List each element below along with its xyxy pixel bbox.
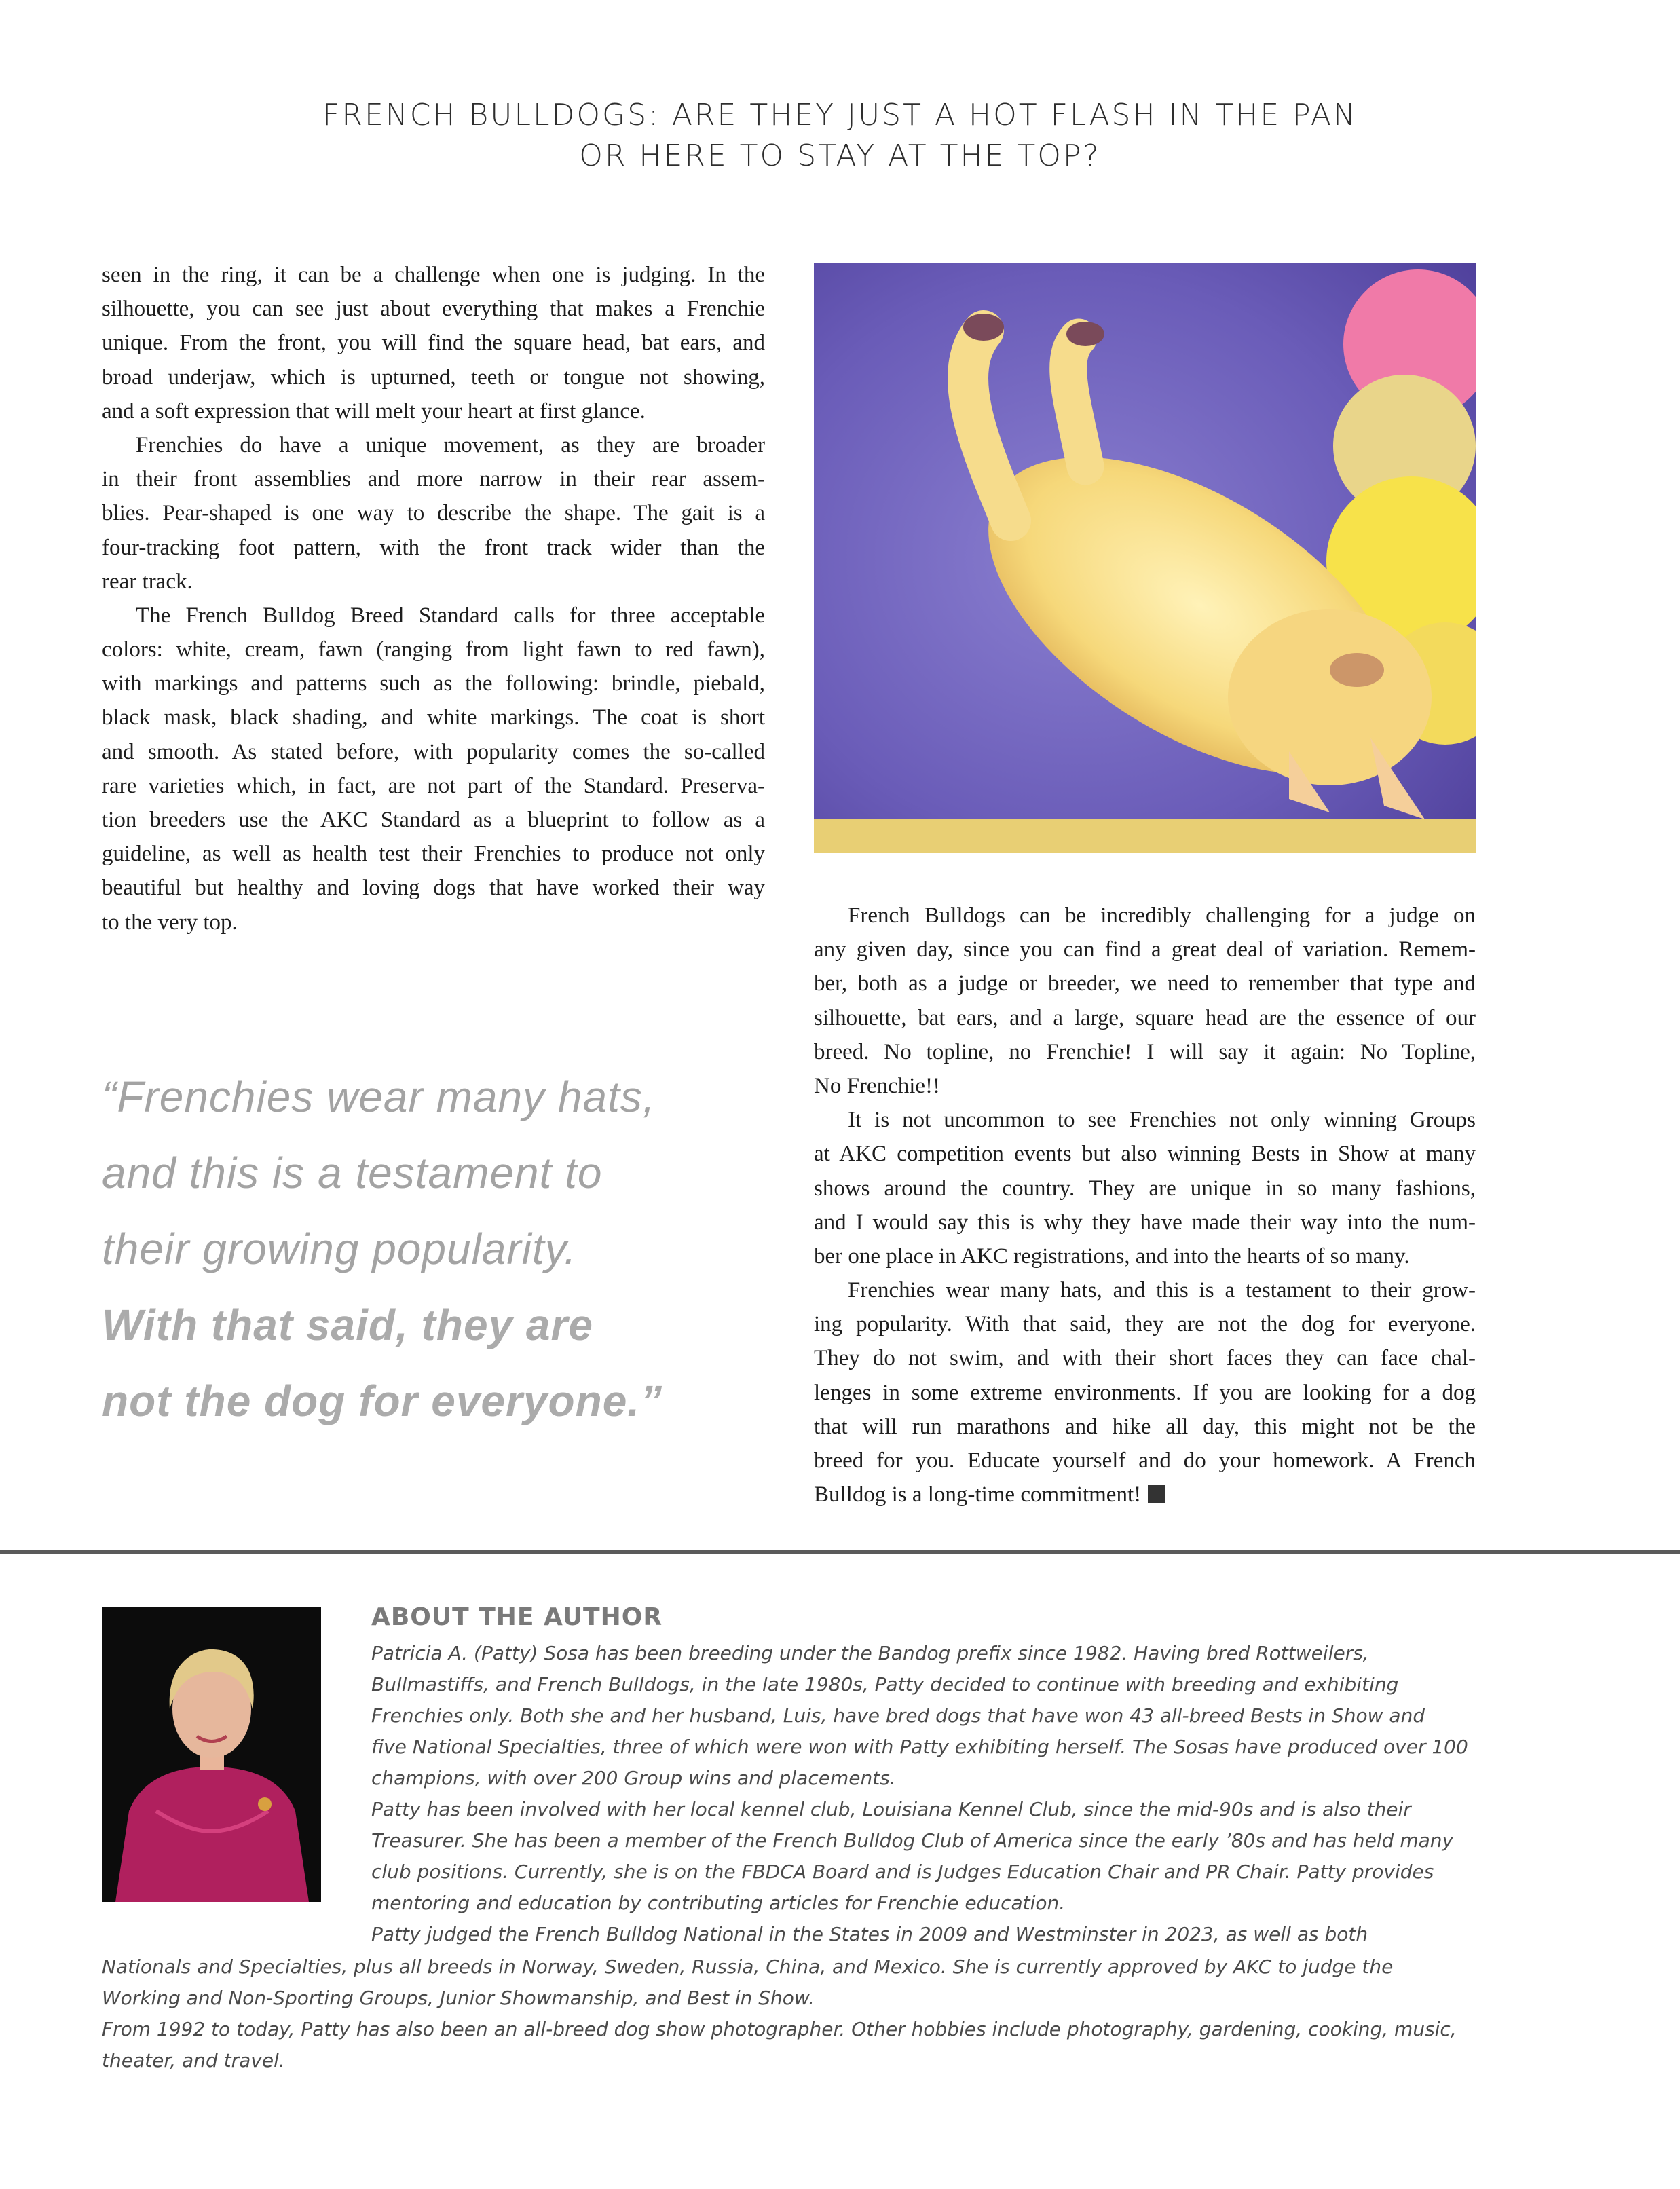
line-text: No Frenchie!! — [814, 1073, 941, 1098]
paragraph-line — [102, 905, 765, 939]
line-text: It is not uncommon to see Frenchies not only winning Groups — [848, 1108, 1476, 1133]
line-text: Bulldog is a long-time commitment! — [814, 1482, 1142, 1508]
paragraph-line — [814, 1410, 1476, 1444]
bio-line: Nationals and Specialties, plus all breeds in Norway, Sweden, Russia, China, and Mexico. She is currently approved by AKC to judge the — [102, 1956, 1394, 1978]
line-text: and smooth. As stated before, with popularity comes the so-called — [102, 739, 765, 764]
line-text: silhouette, bat ears, and a large, square head are the essence of our — [814, 1005, 1476, 1030]
paragraph-line — [814, 1035, 1476, 1069]
paragraph-line — [814, 1478, 1476, 1512]
bio-line: club positions. Currently, she is on the FBDCA Board and is Judges Education Chair and PR Chair. Patty provides — [371, 1860, 1434, 1883]
line-text: ber, both as a judge or breeder, we need to remember that type and — [814, 971, 1476, 996]
line-text: breed for you. Educate yourself and do your homework. A French — [814, 1448, 1476, 1473]
paragraph-line — [814, 1273, 1476, 1307]
paragraph-line — [102, 531, 765, 565]
line-text: ber one place in AKC registrations, and into the hearts of so many. — [814, 1243, 1410, 1269]
line-text: shows around the country. They are unique in so many fashions, — [814, 1176, 1476, 1201]
bio-line: Patty judged the French Bulldog National in the States in 2009 and Westminster in 2023, as well as both — [371, 1923, 1368, 1945]
end-of-article-icon — [1148, 1485, 1165, 1503]
line-text: and I would say this is why they have made their way into the num- — [814, 1210, 1476, 1235]
title-line-2: OR HERE TO STAY AT THE TOP? — [579, 138, 1101, 173]
quote-line: and this is a testament to — [102, 1148, 603, 1197]
bio-line: five National Specialties, three of which were won with Patty exhibiting herself. The Sosas have produced over 100 — [371, 1736, 1468, 1758]
paragraph-line — [814, 933, 1476, 967]
line-text: with markings and patterns such as the following: brindle, piebald, — [102, 671, 765, 696]
bio-line: mentoring and education by contributing articles for Frenchie education. — [371, 1892, 1066, 1914]
bio-line: Frenchies only. Both she and her husband, Luis, have bred dogs that have won 43 all-breed Bests in Show and — [371, 1704, 1425, 1727]
paragraph-line — [102, 633, 765, 667]
paragraph-line — [102, 394, 765, 428]
paragraph-line — [814, 1239, 1476, 1273]
quote-line: “Frenchies wear many hats, — [102, 1072, 656, 1121]
author-bio-indented — [371, 1638, 1468, 1950]
bio-line: Bullmastiffs, and French Bulldogs, in the late 1980s, Patty decided to continue with breeding and exhibiting — [371, 1673, 1399, 1696]
paragraph-line — [102, 496, 765, 530]
paragraph-line — [102, 462, 765, 496]
line-text: seen in the ring, it can be a challenge when one is judging. In the — [102, 263, 765, 287]
paragraph-line — [102, 360, 765, 394]
paragraph-line — [102, 700, 765, 734]
author-portrait — [102, 1607, 321, 1902]
line-text: at AKC competition events but also winning Bests in Show at many — [814, 1142, 1476, 1167]
paragraph-line — [102, 565, 765, 599]
line-text: colors: white, cream, fawn (ranging from light fawn to red fawn), — [102, 637, 765, 662]
paragraph-line — [814, 1172, 1476, 1205]
line-text: The French Bulldog Breed Standard calls for three acceptable — [136, 603, 765, 628]
line-text: unique. From the front, you will find the square head, bat ears, and — [102, 331, 765, 356]
line-text: to the very top. — [102, 910, 238, 935]
quote-line-bold: With that said, they are — [102, 1301, 593, 1349]
line-text: silhouette, you can see just about everything that makes a Frenchie — [102, 297, 765, 322]
article-title — [0, 95, 1680, 176]
paragraph-line — [102, 428, 765, 462]
line-text: broad underjaw, which is upturned, teeth or tongue not showing, — [102, 364, 765, 390]
paragraph-line — [102, 292, 765, 326]
paragraph-line — [102, 258, 765, 292]
line-text: Frenchies wear many hats, and this is a testament to their grow- — [848, 1278, 1476, 1303]
paragraph-line — [814, 1205, 1476, 1239]
french-bulldog-painting — [814, 263, 1476, 853]
paragraph-line — [814, 1069, 1476, 1103]
bio-line: Patricia A. (Patty) Sosa has been breeding under the Bandog prefix since 1982. Having bred Rottweilers, — [371, 1642, 1369, 1664]
line-text: rear track. — [102, 569, 193, 594]
paragraph-line — [102, 667, 765, 700]
bio-line: Patty has been involved with her local kennel club, Louisiana Kennel Club, since the mid-90s and is also their — [371, 1798, 1411, 1820]
paragraph-line — [814, 1341, 1476, 1375]
paragraph-line — [102, 769, 765, 803]
paragraph-line — [102, 599, 765, 633]
line-text: any given day, since you can find a great deal of variation. Remem- — [814, 937, 1476, 962]
paragraph-line — [814, 1137, 1476, 1171]
paragraph-line — [814, 1444, 1476, 1478]
line-text: breed. No topline, no Frenchie! I will say it again: No Topline, — [814, 1039, 1476, 1064]
line-text: tion breeders use the AKC Standard as a blueprint to follow as a — [102, 808, 765, 832]
paragraph-line — [814, 899, 1476, 933]
bulldog-illustration — [814, 263, 1476, 853]
paragraph-line — [814, 1001, 1476, 1035]
right-text-column — [814, 899, 1476, 1512]
bio-line: From 1992 to today, Patty has also been an all-breed dog show photographer. Other hobbies include photography, gardening, cooking, music, — [102, 2018, 1457, 2040]
paragraph-line — [814, 1103, 1476, 1137]
paragraph-line — [814, 1376, 1476, 1410]
line-text: blies. Pear-shaped is one way to describe the shape. The gait is a — [102, 501, 765, 526]
quote-line: their growing popularity. — [102, 1224, 577, 1273]
line-text: lenges in some extreme environments. If you are looking for a dog — [814, 1380, 1476, 1405]
pull-quote — [102, 1059, 781, 1439]
paragraph-line — [102, 837, 765, 871]
line-text: and a soft expression that will melt your heart at first glance. — [102, 398, 646, 424]
paragraph-line — [102, 871, 765, 905]
about-author-heading: ABOUT THE AUTHOR — [371, 1603, 663, 1631]
line-text: guideline, as well as health test their Frenchies to produce not only — [102, 842, 765, 867]
bio-line: Treasurer. She has been a member of the French Bulldog Club of America since the early ’80s and has held many — [371, 1829, 1454, 1852]
bio-line: theater, and travel. — [102, 2049, 285, 2072]
line-text: beautiful but healthy and loving dogs that have worked their way — [102, 876, 765, 901]
author-photo — [102, 1607, 321, 1902]
title-line-1: FRENCH BULLDOGS: ARE THEY JUST A HOT FLASH IN THE PAN — [322, 98, 1358, 132]
bio-line: Working and Non-Sporting Groups, Junior Showmanship, and Best in Show. — [102, 1987, 815, 2009]
paragraph-line — [814, 1307, 1476, 1341]
section-divider — [0, 1550, 1680, 1554]
line-text: four-tracking foot pattern, with the front track wider than the — [102, 535, 765, 560]
line-text: in their front assemblies and more narrow in their rear assem- — [102, 467, 765, 492]
line-text: French Bulldogs can be incredibly challenging for a judge on — [848, 903, 1476, 928]
paragraph-line — [814, 967, 1476, 1000]
line-text: rare varieties which, in fact, are not part of the Standard. Preserva- — [102, 773, 765, 798]
line-text: black mask, black shading, and white markings. The coat is short — [102, 705, 765, 730]
line-text: ing popularity. With that said, they are not the dog for everyone. — [814, 1312, 1476, 1337]
author-bio-full-width — [102, 1951, 1457, 2076]
line-text: Frenchies do have a unique movement, as they are broader — [136, 432, 765, 457]
paragraph-line — [102, 803, 765, 837]
line-text: They do not swim, and with their short faces they can face chal- — [814, 1346, 1476, 1371]
line-text: that will run marathons and hike all day, this might not be the — [814, 1414, 1476, 1439]
paragraph-line — [102, 735, 765, 769]
left-text-column — [102, 258, 765, 939]
bio-line: champions, with over 200 Group wins and placements. — [371, 1767, 896, 1789]
quote-line-bold: not the dog for everyone.” — [102, 1377, 663, 1425]
paragraph-line — [102, 326, 765, 360]
